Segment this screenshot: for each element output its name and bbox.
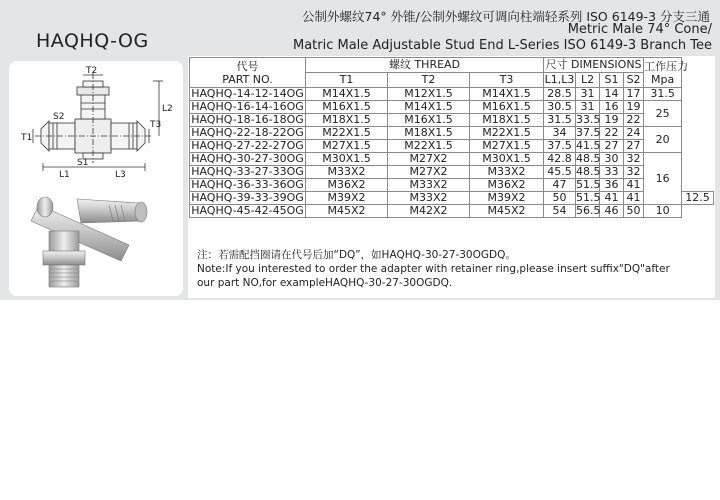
table-row [190, 101, 714, 114]
code-header [190, 58, 306, 88]
table-cell: M39X2 [306, 192, 388, 205]
table-cell: M42X2 [388, 205, 470, 218]
table-cell: 54 [544, 205, 576, 218]
dimensions-header: 尺寸 DIMENSIONS [544, 58, 644, 73]
table-cell: M18X1.5 [306, 114, 388, 127]
part-number-cell: HAQHQ-27-22-27OG [191, 139, 304, 152]
table-cell: 33 [600, 166, 624, 179]
pressure-cell: 10 [644, 205, 682, 218]
label-l1: L1 [59, 170, 70, 180]
pressure-cell: 20 [644, 127, 682, 153]
table-cell: 41 [624, 192, 644, 205]
table-cell: 37.5 [576, 126, 601, 139]
table-cell: 46 [600, 205, 624, 218]
table-row [190, 153, 714, 166]
illustration-card [9, 61, 183, 296]
code-header-en: PART NO. [222, 72, 273, 86]
note-chinese: 注：若需配挡圈请在代号后加“DQ”，如HAQHQ-30-27-30OGDQ。 [197, 249, 516, 261]
spec-table [189, 57, 714, 218]
table-row [190, 140, 714, 153]
part-number-cell: HAQHQ-16-14-16OG [191, 100, 304, 113]
code-header-cn: 代号 [236, 59, 259, 73]
table-row [190, 114, 714, 127]
header-row-1 [190, 58, 714, 73]
table-cell: 34 [544, 127, 576, 140]
table-cell: 42.8 [544, 153, 576, 166]
table-cell: 45.5 [544, 166, 576, 179]
table-cell: M14X1.5 [306, 88, 388, 101]
table-cell: 16 [600, 101, 624, 114]
table-cell: M33X2 [388, 192, 470, 205]
table-cell: 22 [624, 114, 644, 127]
table-row [190, 192, 714, 205]
pressure-cell: 16 [644, 153, 682, 205]
title-english-line1: Metric Male 74° Cone/ [567, 22, 712, 37]
part-number-cell: HAQHQ-33-27-33OG [191, 165, 304, 178]
col-header-t1: T1 [306, 73, 388, 88]
part-number-cell: HAQHQ-39-33-39OG [191, 191, 304, 204]
table-cell: M16X1.5 [306, 101, 388, 114]
table-cell: M22X1.5 [388, 140, 470, 153]
table-cell: M14X1.5 [388, 101, 470, 114]
table-cell: M22X1.5 [306, 127, 388, 140]
col-header-t2: T2 [388, 73, 470, 88]
label-t2: T2 [86, 66, 98, 76]
note-english-line1: Note:If you interested to order the adapter with retainer ring,please insert suffix"DQ"after [197, 263, 670, 275]
table-cell: 27 [624, 140, 644, 153]
label-s1: S1 [77, 158, 89, 168]
note-english-line2: our part NO,for exampleHAQHQ-30-27-30OGDQ. [197, 277, 453, 289]
table-cell: 24 [624, 127, 644, 140]
table-cell: M27X1.5 [470, 140, 544, 153]
table-cell: M45X2 [470, 205, 544, 218]
technical-drawing [9, 66, 183, 180]
table-cell: 33.5 [576, 113, 601, 126]
table-cell: 31.5 [544, 114, 576, 127]
table-cell: M30X1.5 [306, 153, 388, 166]
table-cell: M27X2 [388, 153, 470, 166]
table-cell: 14 [600, 88, 624, 101]
table-cell: M27X2 [388, 166, 470, 179]
table-cell: M30X1.5 [470, 153, 544, 166]
table-cell: 19 [600, 114, 624, 127]
table-cell: 48.5 [576, 165, 601, 178]
table-cell: 28.5 [544, 88, 576, 101]
title-english-line2: Matric Male Adjustable Stud End L-Series ISO 6149-3 Branch Tee [292, 38, 712, 53]
product-code: HAQHQ-OG [36, 30, 149, 52]
table-cell: M16X1.5 [470, 101, 544, 114]
table-cell: 17 [624, 88, 644, 101]
part-number-cell: HAQHQ-36-33-36OG [191, 178, 304, 191]
table-cell: 41.5 [576, 139, 601, 152]
table-cell: 19 [624, 101, 644, 114]
table-row [190, 205, 714, 218]
table-cell: 48.5 [576, 152, 601, 165]
title-chinese: 公制外螺纹74° 外锥/公制外螺纹可调向柱端轻系列 ISO 6149-3 分支三通 [302, 9, 710, 24]
note-block [197, 248, 670, 290]
table-cell: M12X1.5 [388, 88, 470, 101]
table-row [190, 127, 714, 140]
part-number-cell: HAQHQ-22-18-22OG [191, 126, 304, 139]
table-cell: 27 [600, 140, 624, 153]
label-l3: L3 [115, 170, 126, 180]
part-number-cell: HAQHQ-45-42-45OG [191, 204, 304, 217]
table-cell: 30 [600, 153, 624, 166]
pressure-header [644, 58, 689, 88]
table-cell: 47 [544, 179, 576, 192]
table-row [190, 179, 714, 192]
table-cell: 36 [600, 179, 624, 192]
label-t1: T1 [21, 133, 33, 143]
part-number-cell: HAQHQ-18-16-18OG [191, 113, 304, 126]
table-cell: 30.5 [544, 101, 576, 114]
table-cell: 50 [624, 205, 644, 218]
label-t3: T3 [150, 120, 162, 130]
pressure-cell: 25 [644, 101, 682, 127]
table-cell: M36X2 [470, 179, 544, 192]
col-header-s2: S2 [624, 73, 644, 88]
table-cell: M33X2 [388, 179, 470, 192]
table-cell: 41 [600, 192, 624, 205]
table-row [190, 166, 714, 179]
col-header-t3: T3 [470, 73, 544, 88]
pressure-header-cn: 工作压力 [644, 59, 689, 73]
part-number-cell: HAQHQ-30-27-30OG [191, 152, 304, 165]
part-number-cell: HAQHQ-14-12-14OG [191, 87, 304, 100]
table-cell: M33X2 [470, 166, 544, 179]
table-cell: M36X2 [306, 179, 388, 192]
table-cell: M18X1.5 [388, 127, 470, 140]
table-cell: 37.5 [544, 140, 576, 153]
col-header-s1: S1 [600, 73, 624, 88]
table-cell: M14X1.5 [470, 88, 544, 101]
pressure-cell: 31.5 [644, 88, 682, 101]
table-cell: 22 [600, 127, 624, 140]
table-cell: 51.5 [576, 191, 601, 204]
pressure-header-unit: Mpa [650, 72, 675, 86]
table-cell: 50 [544, 192, 576, 205]
table-cell: M16X1.5 [388, 114, 470, 127]
col-header-l2: L2 [576, 73, 600, 88]
product-image [9, 183, 183, 293]
table-cell: M45X2 [306, 205, 388, 218]
col-header-l1-l3: L1,L3 [544, 73, 575, 86]
table-cell: 32 [624, 153, 644, 166]
label-s2: S2 [53, 112, 65, 122]
table-cell: 32 [624, 166, 644, 179]
table-cell: 41 [624, 179, 644, 192]
table-cell: M22X1.5 [470, 127, 544, 140]
table-cell: M33X2 [306, 166, 388, 179]
table-cell: M18X1.5 [470, 114, 544, 127]
thread-header: 螺纹 THREAD [306, 58, 544, 73]
table-cell: M39X2 [470, 192, 544, 205]
table-cell: 31 [576, 101, 600, 114]
table-row [190, 88, 714, 101]
label-l2: L2 [162, 104, 173, 114]
table-cell: M27X1.5 [306, 140, 388, 153]
table-cell: 51.5 [576, 178, 601, 191]
table-cell: 56.5 [576, 204, 601, 217]
table-cell: 31 [576, 88, 600, 101]
pressure-cell: 12.5 [682, 192, 714, 205]
